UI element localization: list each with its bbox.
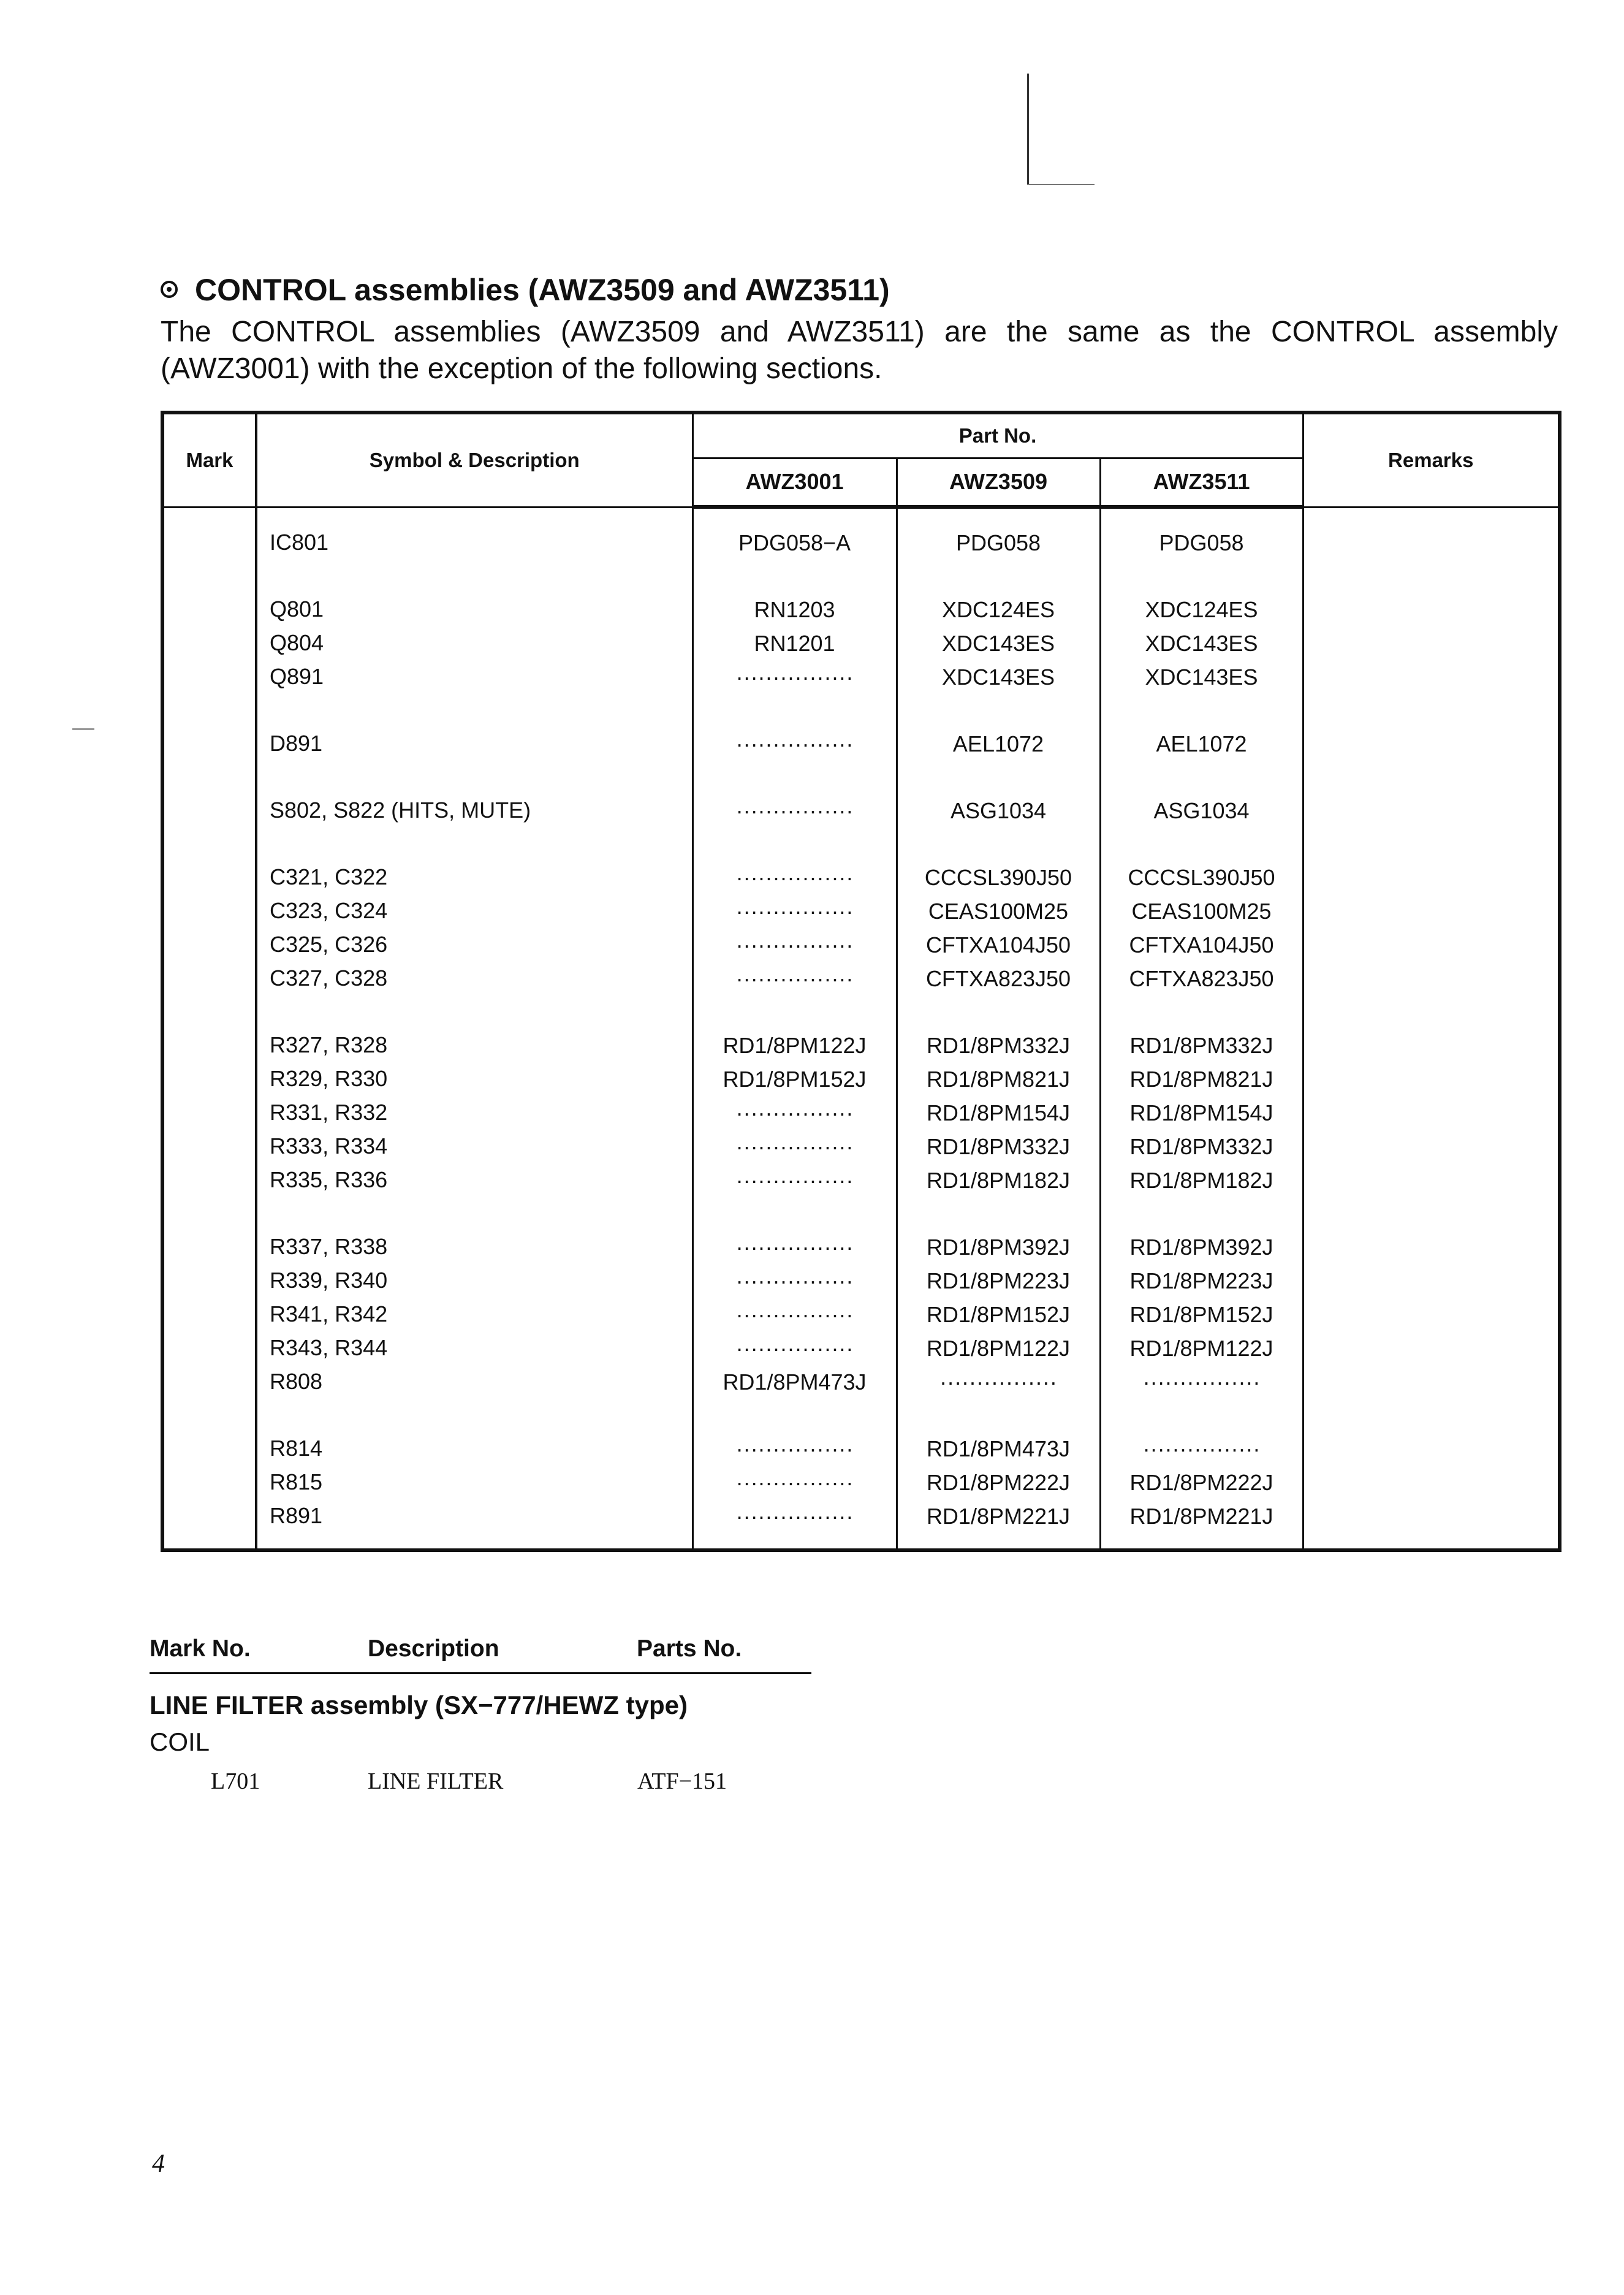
row-spacer — [1101, 1399, 1302, 1432]
row-spacer — [694, 1399, 896, 1432]
awz3001-cell: ················ — [735, 1168, 854, 1193]
symbol-cell: Q804 — [270, 630, 324, 655]
awz3511-cell: RD1/8PM152J — [1129, 1302, 1273, 1327]
awz3001-cell: RD1/8PM152J — [723, 1067, 867, 1092]
awz3509-cell: RD1/8PM122J — [926, 1336, 1071, 1361]
assembly-title: LINE FILTER assembly (SX−777/HEWZ type) — [150, 1691, 688, 1719]
awz3509-cell: XDC124ES — [941, 597, 1055, 622]
awz3511-column — [1100, 507, 1303, 1550]
symbol-cell: R814 — [270, 1435, 323, 1461]
header-part-no: Part No. — [692, 413, 1303, 458]
awz3001-cell: RN1201 — [754, 631, 835, 656]
row-spacer — [898, 1197, 1099, 1230]
awz3511-cell: RD1/8PM821J — [1129, 1067, 1273, 1092]
awz3509-cell: PDG058 — [955, 530, 1041, 555]
awz3509-cell: CFTXA104J50 — [925, 932, 1071, 957]
awz3509-column — [897, 507, 1100, 1550]
awz3509-cell: CEAS100M25 — [928, 899, 1069, 924]
symbol-cell: R815 — [270, 1469, 323, 1494]
awz3509-cell: RD1/8PM473J — [926, 1436, 1071, 1461]
crop-mark-horizontal — [1027, 184, 1095, 185]
row-spacer — [694, 761, 896, 794]
awz3001-cell: ················ — [735, 731, 854, 756]
awz3001-column — [692, 507, 897, 1550]
header-awz3511: AWZ3511 — [1100, 458, 1303, 507]
row-spacer — [898, 995, 1099, 1029]
symbol-cell: R343, R344 — [270, 1334, 388, 1360]
row-spacer — [694, 560, 896, 593]
row-spacer — [694, 1197, 896, 1230]
awz3509-cell: RD1/8PM392J — [926, 1235, 1071, 1260]
awz3509-cell: RD1/8PM223J — [926, 1268, 1071, 1293]
awz3509-cell: ················ — [939, 1369, 1057, 1395]
awz3511-cell: RD1/8PM332J — [1129, 1134, 1273, 1159]
awz3001-cell: PDG058−A — [738, 530, 851, 555]
row-spacer — [1101, 694, 1302, 727]
awz3511-cell: RD1/8PM222J — [1129, 1470, 1273, 1495]
group-label: COIL — [150, 1727, 210, 1756]
awz3511-cell: RD1/8PM154J — [1129, 1100, 1273, 1125]
awz3001-cell: ················ — [735, 1504, 854, 1529]
section-heading-text: CONTROL assemblies (AWZ3509 and AWZ3511) — [195, 273, 890, 307]
awz3001-cell: RD1/8PM122J — [723, 1033, 867, 1058]
symbol-cell: R331, R332 — [270, 1099, 388, 1125]
row-spacer — [898, 1399, 1099, 1432]
symbol-cell: R337, R338 — [270, 1233, 388, 1259]
awz3509-cell: AEL1072 — [952, 731, 1044, 756]
col-parts-no: Parts No. — [637, 1635, 742, 1662]
awz3509-cell: RD1/8PM152J — [926, 1302, 1071, 1327]
awz3511-cell: ················ — [1142, 1436, 1261, 1461]
awz3509-cell: RD1/8PM182J — [926, 1168, 1071, 1193]
row-spacer — [257, 1197, 692, 1230]
header-remarks: Remarks — [1303, 413, 1560, 507]
awz3511-cell: AEL1072 — [1156, 731, 1247, 756]
symbol-cell: C323, C324 — [270, 897, 388, 923]
awz3509-cell: RD1/8PM332J — [926, 1134, 1071, 1159]
awz3511-cell: CEAS100M25 — [1131, 899, 1272, 924]
awz3001-cell: ················ — [735, 1268, 854, 1293]
row-spacer — [257, 1398, 692, 1431]
row-spacer — [257, 559, 692, 592]
row-spacer — [257, 693, 692, 726]
row-spacer — [1101, 560, 1302, 593]
bullet-circle-icon — [161, 281, 178, 298]
symbol-cell: C321, C322 — [270, 864, 388, 889]
row-spacer — [898, 694, 1099, 727]
row-spacer — [694, 828, 896, 861]
awz3001-cell: ················ — [735, 1436, 854, 1461]
awz3001-cell: ················ — [735, 966, 854, 991]
awz3511-cell: XDC124ES — [1145, 597, 1258, 622]
symbol-cell: R891 — [270, 1502, 323, 1528]
crop-mark-vertical — [1027, 74, 1029, 185]
row-spacer — [694, 694, 896, 727]
mark-column — [162, 507, 256, 1550]
intro-paragraph: The CONTROL assemblies (AWZ3509 and AWZ3511) are the same as the CONTROL assembly (AWZ3001) with the exception of the following sections. — [161, 316, 1558, 385]
row-spacer — [1101, 761, 1302, 794]
awz3509-cell: CFTXA823J50 — [925, 966, 1071, 991]
awz3001-cell: ················ — [735, 932, 854, 957]
symbol-cell: Q891 — [270, 663, 324, 689]
section-heading — [161, 272, 890, 308]
awz3509-cell: ASG1034 — [950, 798, 1047, 823]
page-number: 4 — [152, 2150, 165, 2178]
line-filter-header — [150, 1629, 811, 1674]
awz3509-cell: RD1/8PM221J — [926, 1504, 1071, 1529]
awz3511-cell: RD1/8PM223J — [1129, 1268, 1273, 1293]
awz3001-cell: ················ — [735, 1336, 854, 1361]
awz3511-cell: RD1/8PM392J — [1129, 1235, 1273, 1260]
symbol-cell: R327, R328 — [270, 1032, 388, 1057]
awz3511-cell: ASG1034 — [1153, 798, 1250, 823]
row-spacer — [898, 828, 1099, 861]
awz3001-cell: ················ — [735, 899, 854, 924]
symbol-column — [256, 507, 692, 1550]
awz3509-cell: RD1/8PM154J — [926, 1100, 1071, 1125]
awz3001-cell: ················ — [735, 664, 854, 690]
awz3511-cell: ················ — [1142, 1369, 1261, 1395]
item-parts-no: ATF−151 — [637, 1768, 727, 1794]
row-spacer — [694, 995, 896, 1029]
remarks-column — [1303, 507, 1560, 1550]
awz3001-cell: ················ — [735, 865, 854, 890]
item-description: LINE FILTER — [368, 1768, 504, 1794]
awz3509-cell: RD1/8PM332J — [926, 1033, 1071, 1058]
awz3001-cell: ················ — [735, 1100, 854, 1125]
symbol-cell: Q801 — [270, 596, 324, 622]
awz3001-cell: ················ — [735, 1470, 854, 1495]
awz3511-cell: PDG058 — [1159, 530, 1244, 555]
row-spacer — [257, 827, 692, 860]
row-spacer — [257, 995, 692, 1028]
header-mark: Mark — [162, 413, 256, 507]
row-spacer — [1101, 828, 1302, 861]
symbol-cell: R333, R334 — [270, 1133, 388, 1159]
awz3509-cell: CCCSL390J50 — [924, 865, 1072, 890]
awz3511-cell: XDC143ES — [1145, 631, 1258, 656]
parts-table — [161, 411, 1561, 1552]
symbol-cell: R808 — [270, 1368, 323, 1394]
symbol-cell: C325, C326 — [270, 931, 388, 957]
header-symbol-description: Symbol & Description — [256, 413, 692, 507]
awz3511-cell: CFTXA823J50 — [1129, 966, 1274, 991]
header-awz3509: AWZ3509 — [897, 458, 1100, 507]
margin-mark — [72, 728, 94, 730]
awz3511-cell: RD1/8PM332J — [1129, 1033, 1273, 1058]
awz3001-cell: ················ — [735, 1302, 854, 1327]
awz3001-cell: ················ — [735, 1235, 854, 1260]
awz3511-cell: CFTXA104J50 — [1129, 932, 1274, 957]
row-spacer — [1101, 995, 1302, 1029]
row-spacer — [898, 560, 1099, 593]
row-spacer — [898, 761, 1099, 794]
symbol-cell: R329, R330 — [270, 1065, 388, 1091]
awz3509-cell: XDC143ES — [941, 631, 1055, 656]
awz3001-cell: RD1/8PM473J — [723, 1369, 867, 1395]
awz3511-cell: RD1/8PM122J — [1129, 1336, 1273, 1361]
awz3511-cell: RD1/8PM182J — [1129, 1168, 1273, 1193]
awz3001-cell: ················ — [735, 1134, 854, 1159]
row-spacer — [1101, 1197, 1302, 1230]
symbol-cell: S802, S822 (HITS, MUTE) — [270, 797, 531, 823]
awz3509-cell: RD1/8PM821J — [926, 1067, 1071, 1092]
awz3511-cell: RD1/8PM221J — [1129, 1504, 1273, 1529]
col-description: Description — [368, 1635, 499, 1662]
col-mark-no: Mark No. — [150, 1635, 251, 1662]
header-awz3001: AWZ3001 — [692, 458, 897, 507]
awz3511-cell: XDC143ES — [1145, 664, 1258, 690]
row-spacer — [257, 760, 692, 793]
symbol-cell: R341, R342 — [270, 1301, 388, 1326]
symbol-cell: D891 — [270, 730, 323, 756]
awz3509-cell: XDC143ES — [941, 664, 1055, 690]
symbol-cell: C327, C328 — [270, 965, 388, 991]
awz3509-cell: RD1/8PM222J — [926, 1470, 1071, 1495]
awz3001-cell: RN1203 — [754, 597, 835, 622]
item-mark: L701 — [211, 1768, 260, 1794]
symbol-cell: R335, R336 — [270, 1167, 388, 1192]
awz3001-cell: ················ — [735, 798, 854, 823]
awz3511-cell: CCCSL390J50 — [1128, 865, 1275, 890]
symbol-cell: R339, R340 — [270, 1267, 388, 1293]
symbol-cell: IC801 — [270, 529, 329, 555]
